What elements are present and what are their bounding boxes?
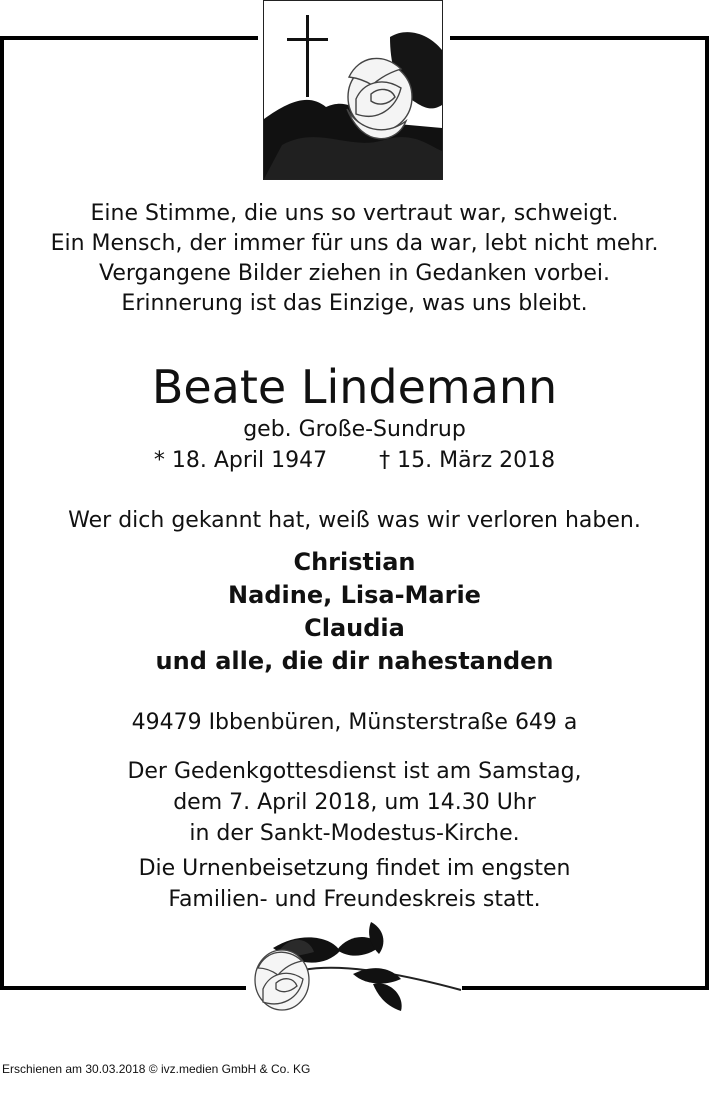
burial-line: Die Urnenbeisetzung findet im engsten — [138, 856, 571, 881]
life-dates — [0, 446, 709, 476]
poem-line: Eine Stimme, die uns so vertraut war, schweigt. — [90, 201, 619, 226]
deceased-name: Beate Lindemann — [151, 360, 558, 414]
service-line: Der Gedenkgottesdienst ist am Samstag, — [127, 759, 582, 784]
family-list — [0, 546, 709, 678]
publication-footer: Erschienen am 30.03.2018 © ivz.medien GmbH & Co. KG — [2, 1062, 311, 1076]
frame-bottom-right — [462, 986, 709, 990]
rose-icon — [245, 912, 465, 1028]
poem-line: Vergangene Bilder ziehen in Gedanken vorbei. — [99, 261, 610, 286]
family-line: Nadine, Lisa-Marie — [228, 581, 481, 609]
family-line: Claudia — [304, 614, 405, 642]
address: 49479 Ibbenbüren, Münsterstraße 649 a — [131, 710, 578, 735]
death-date: † 15. März 2018 — [379, 448, 556, 473]
burial-info — [0, 853, 709, 915]
poem-line: Ein Mensch, der immer für uns da war, lebt nicht mehr. — [50, 231, 659, 256]
poem — [0, 199, 709, 319]
frame-top-right — [450, 36, 709, 40]
cross-and-rose-icon — [263, 0, 443, 180]
family-line: und alle, die dir nahestanden — [155, 647, 554, 675]
service-line: dem 7. April 2018, um 14.30 Uhr — [173, 790, 536, 815]
family-line: Christian — [293, 548, 416, 576]
memorial-quote: Wer dich gekannt hat, weiß was wir verloren haben. — [68, 508, 641, 533]
birth-date: * 18. April 1947 — [153, 448, 328, 473]
frame-top-left — [0, 36, 258, 40]
service-info — [0, 756, 709, 849]
poem-line: Erinnerung ist das Einzige, was uns bleibt. — [121, 291, 588, 316]
service-line: in der Sankt-Modestus-Kirche. — [189, 821, 520, 846]
frame-bottom-left — [0, 986, 246, 990]
burial-line: Familien- und Freundeskreis statt. — [168, 887, 541, 912]
birth-name: geb. Große-Sundrup — [243, 417, 466, 442]
